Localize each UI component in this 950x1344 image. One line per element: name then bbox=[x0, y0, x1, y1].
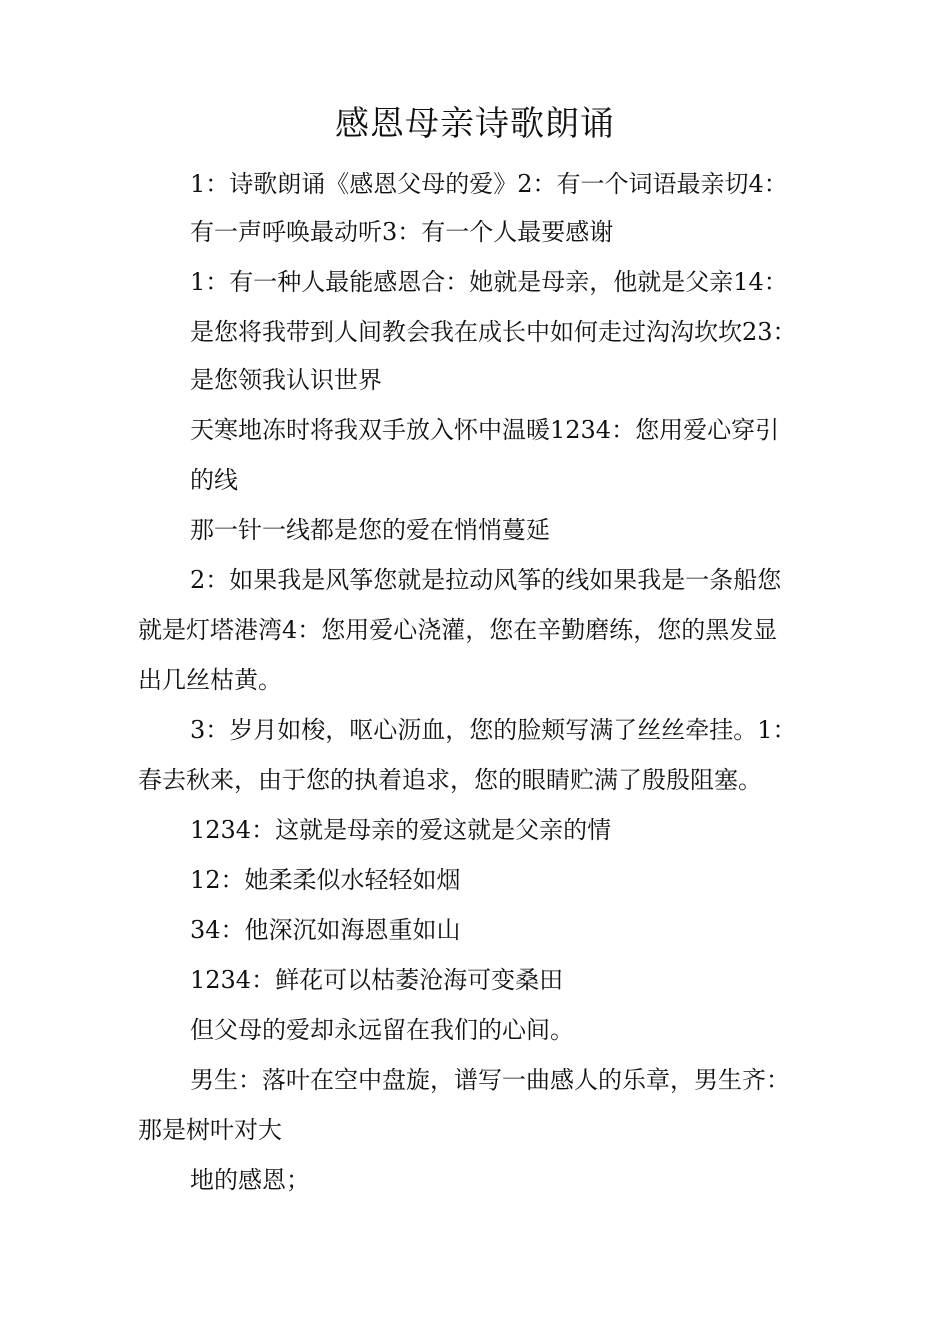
text-line: 1234：这就是母亲的爱这就是父亲的情 bbox=[190, 816, 612, 844]
text-line: 12：她柔柔似水轻轻如烟 bbox=[190, 866, 461, 894]
text-line: 1：诗歌朗诵《感恩父母的爱》2：有一个词语最亲切4： bbox=[190, 170, 788, 198]
page-title: 感恩母亲诗歌朗诵 bbox=[335, 104, 615, 144]
text-line: 的线 bbox=[190, 466, 238, 494]
text-line: 1：有一种人最能感恩合：她就是母亲，他就是父亲14： bbox=[190, 268, 788, 296]
text-line: 有一声呼唤最动听3：有一个人最要感谢 bbox=[190, 218, 614, 246]
text-line: 1234：鲜花可以枯萎沧海可变桑田 bbox=[190, 966, 564, 994]
text-line: 那是树叶对大 bbox=[138, 1116, 282, 1144]
text-line: 天寒地冻时将我双手放入怀中温暖1234：您用爱心穿引 bbox=[190, 416, 780, 444]
text-line: 地的感恩； bbox=[190, 1166, 310, 1194]
text-line: 出几丝枯黄。 bbox=[138, 666, 282, 694]
text-line: 是您将我带到人间教会我在成长中如何走过沟沟坎坎23： bbox=[190, 318, 797, 346]
text-line: 2：如果我是风筝您就是拉动风筝的线如果我是一条船您 bbox=[190, 566, 782, 594]
text-line: 3：岁月如梭，呕心沥血，您的脸颊写满了丝丝牵挂。1： bbox=[190, 716, 797, 744]
text-line: 34：他深沉如海恩重如山 bbox=[190, 916, 461, 944]
text-line: 春去秋来，由于您的执着追求，您的眼睛贮满了殷殷阻塞。 bbox=[138, 766, 762, 794]
text-line: 但父母的爱却永远留在我们的心间。 bbox=[190, 1016, 574, 1044]
text-line: 是您领我认识世界 bbox=[190, 366, 382, 394]
text-line: 那一针一线都是您的爱在悄悄蔓延 bbox=[190, 516, 550, 544]
text-line: 男生：落叶在空中盘旋，谱写一曲感人的乐章，男生齐： bbox=[190, 1066, 790, 1094]
text-line: 就是灯塔港湾4：您用爱心浇灌，您在辛勤磨练，您的黑发显 bbox=[138, 616, 778, 644]
